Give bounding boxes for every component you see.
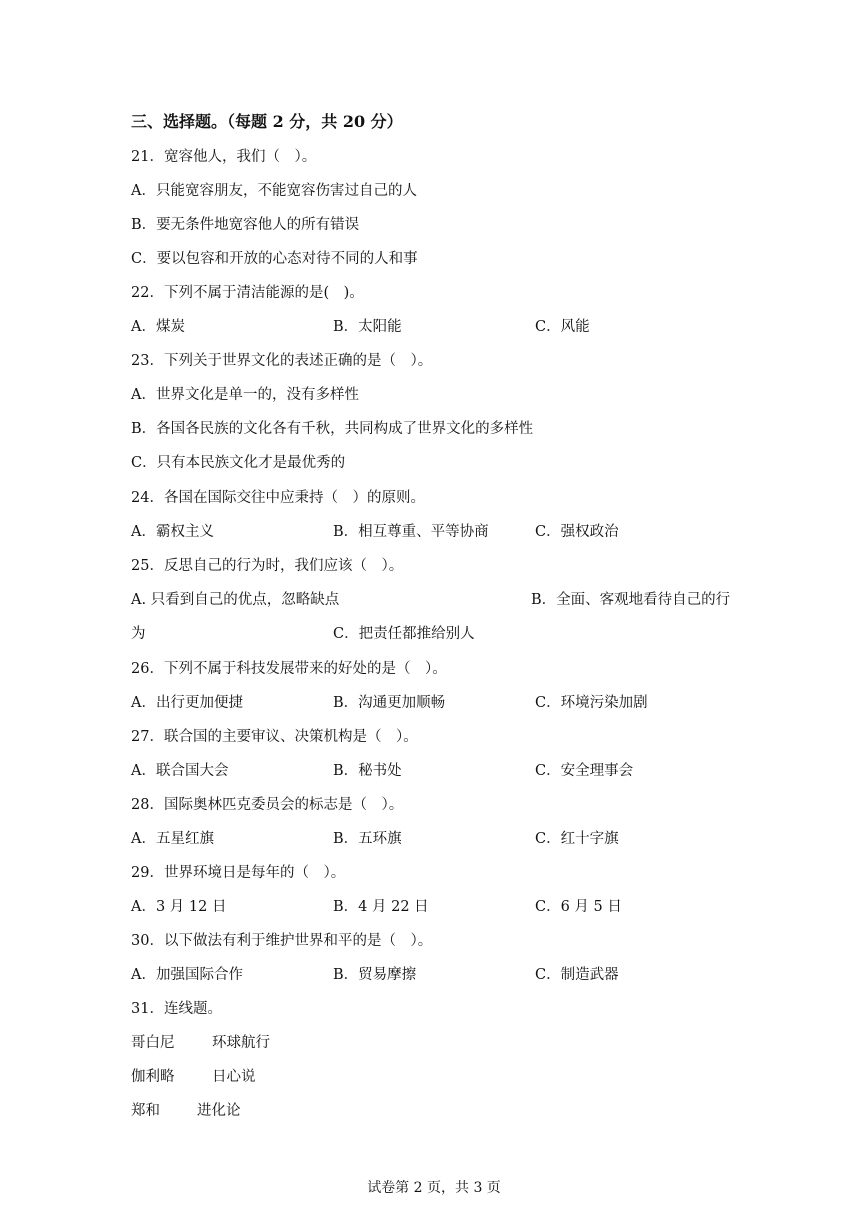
question-28-option-b: B．五环旗: [333, 831, 402, 847]
question-30-option-c: C．制造武器: [535, 967, 619, 983]
question-22-option-b: B．太阳能: [333, 319, 402, 335]
question-25-option-b-continued: 为: [131, 626, 146, 642]
matching-right-item: 环球航行: [212, 1035, 270, 1051]
question-24-option-c: C．强权政治: [535, 524, 619, 540]
question-21-stem: 21．宽容他人，我们（ ）。: [131, 149, 317, 165]
matching-left-item: 哥白尼: [131, 1035, 175, 1051]
question-26-option-b: B．沟通更加顺畅: [333, 695, 446, 711]
question-25-option-c: C．把责任都推给别人: [333, 626, 475, 642]
page-footer: 试卷第 2 页，共 3 页: [367, 1180, 501, 1196]
question-23-option-c: C．只有本民族文化才是最优秀的: [131, 455, 346, 471]
matching-right-item: 日心说: [212, 1069, 256, 1085]
matching-left-item: 伽利略: [131, 1069, 175, 1085]
question-28-option-a: A．五星红旗: [131, 831, 214, 847]
question-28-stem: 28．国际奥林匹克委员会的标志是（ ）。: [131, 797, 404, 813]
question-27-option-c: C．安全理事会: [535, 763, 634, 779]
question-29-option-c: C．6 月 5 日: [535, 899, 622, 915]
question-24-option-b: B．相互尊重、平等协商: [333, 524, 489, 540]
question-25-option-b: B．全面、客观地看待自己的行: [531, 592, 731, 608]
question-29-option-a: A．3 月 12 日: [131, 899, 227, 915]
question-27-stem: 27．联合国的主要审议、决策机构是（ ）。: [131, 729, 418, 745]
question-27-option-a: A．联合国大会: [131, 763, 229, 779]
question-22-option-a: A．煤炭: [131, 319, 185, 335]
question-23-option-b: B．各国各民族的文化各有千秋，共同构成了世界文化的多样性: [131, 421, 534, 437]
question-23-stem: 23．下列关于世界文化的表述正确的是（ ）。: [131, 353, 433, 369]
question-26-option-a: A．出行更加便捷: [131, 695, 243, 711]
question-22-option-c: C．风能: [535, 319, 590, 335]
question-25-stem: 25．反思自己的行为时，我们应该（ ）。: [131, 558, 404, 574]
question-24-option-a: A．霸权主义: [131, 524, 214, 540]
question-24-stem: 24．各国在国际交往中应秉持（ ）的原则。: [131, 490, 425, 506]
question-30-option-a: A．加强国际合作: [131, 967, 243, 983]
question-30-option-b: B．贸易摩擦: [333, 967, 417, 983]
matching-right-item: 进化论: [197, 1103, 241, 1119]
question-29-option-b: B．4 月 22 日: [333, 899, 429, 915]
question-29-stem: 29．世界环境日是每年的（ ）。: [131, 865, 346, 881]
question-28-option-c: C．红十字旗: [535, 831, 619, 847]
question-26-option-c: C．环境污染加剧: [535, 695, 648, 711]
question-30-stem: 30．以下做法有利于维护世界和平的是（ ）。: [131, 933, 433, 949]
question-22-stem: 22．下列不属于清洁能源的是( )。: [131, 285, 364, 301]
question-31-stem: 31．连线题。: [131, 1001, 222, 1017]
question-21-option-a: A．只能宽容朋友，不能宽容伤害过自己的人: [131, 183, 417, 199]
question-23-option-a: A．世界文化是单一的，没有多样性: [131, 387, 359, 403]
matching-left-item: 郑和: [131, 1103, 160, 1119]
question-25-option-a: A. 只看到自己的优点，忽略缺点: [131, 592, 340, 608]
section-title: 三、选择题。（每题 2 分，共 20 分）: [131, 112, 403, 131]
question-21-option-b: B．要无条件地宽容他人的所有错误: [131, 217, 360, 233]
question-26-stem: 26．下列不属于科技发展带来的好处的是（ ）。: [131, 661, 447, 677]
question-27-option-b: B．秘书处: [333, 763, 402, 779]
question-21-option-c: C．要以包容和开放的心态对待不同的人和事: [131, 251, 418, 267]
